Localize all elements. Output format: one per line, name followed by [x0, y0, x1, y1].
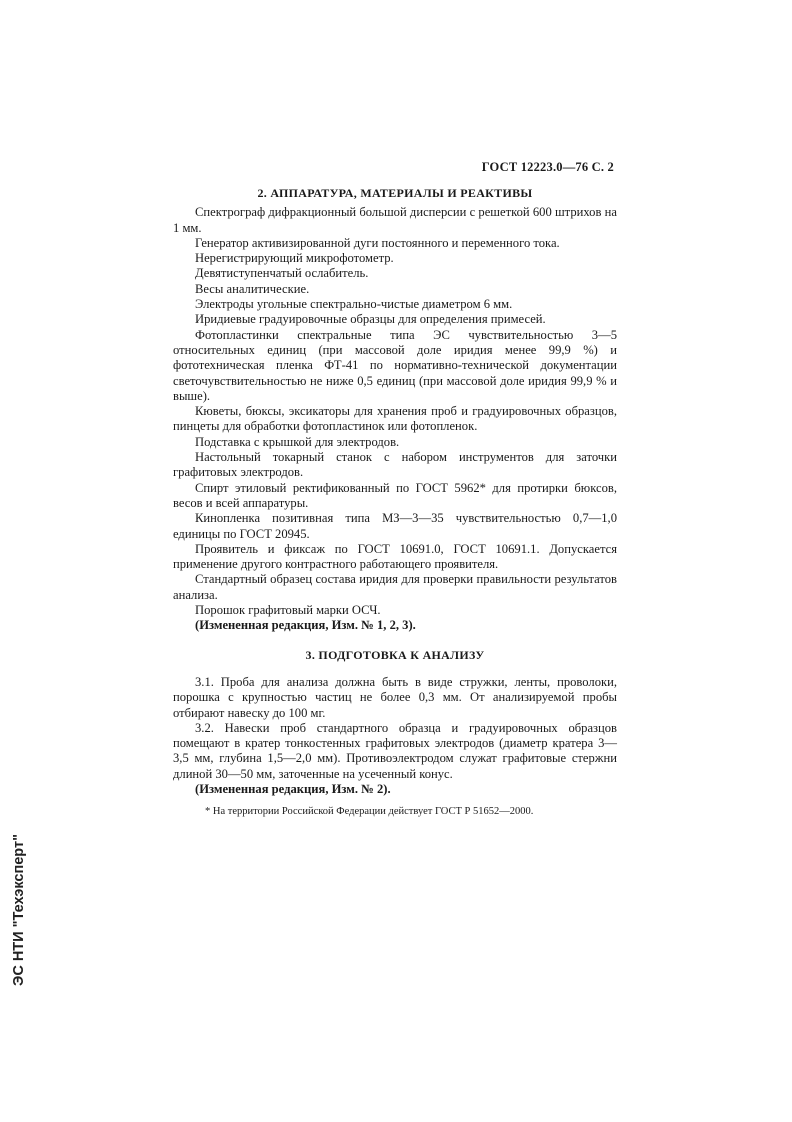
section-2-paragraph: Девятиступенчатый ослабитель. [195, 266, 369, 281]
section-2-paragraph: Стандартный образец состава иридия для проверки правильности результатов анализа. [173, 572, 617, 602]
section-3-title: 3. ПОДГОТОВКА К АНАЛИЗУ [305, 647, 485, 662]
section-2-paragraph: Генератор активизированной дуги постоянного и переменного тока. [195, 235, 560, 250]
section-3-paragraph: 3.1. Проба для анализа должна быть в виде стружки, ленты, проволоки, порошка с крупностью частиц не более 0,3 мм. От анализируемой пробы отбирают навеску до 100 мг. [173, 674, 617, 720]
section-3-paragraph: 3.2. Навески проб стандартного образца и градуировочных образцов помещают в кратер тонкостенных графитовых электродов (диаметр кратера 3—3,5 мм, глубина 1,5—2,0 мм). Противоэлектродом служат графитовые стержни длиной 30—50 мм, заточенные на усеченный конус. [173, 720, 617, 781]
section-2-title: 2. АППАРАТУРА, МАТЕРИАЛЫ И РЕАКТИВЫ [257, 186, 533, 200]
section-2-paragraph: Нерегистрирующий микрофотометр. [195, 251, 394, 266]
section-2-paragraph: Подставка с крышкой для электродов. [195, 434, 400, 449]
section-2-paragraph: Порошок графитовый марки ОСЧ. [195, 603, 381, 618]
footnote: * На территории Российской Федерации действует ГОСТ Р 51652—2000. [205, 806, 534, 818]
section-2-paragraph: Спирт этиловый ректификованный по ГОСТ 5962* для протирки бюксов, весов и всей аппаратуры. [173, 480, 617, 510]
section-3-edit-note: (Измененная редакция, Изм. № 2). [195, 781, 391, 796]
section-2-paragraph: Проявитель и фиксаж по ГОСТ 10691.0, ГОСТ 10691.1. Допускается применение другого контрастного работающего проявителя. [173, 541, 617, 572]
section-2-paragraph: Электроды угольные спектрально-чистые диаметром 6 мм. [195, 297, 513, 312]
section-2-paragraph: Фотопластинки спектральные типа ЭС чувствительностью 3—5 относительных единиц (при массовой доле иридия менее 99,9 %) и фототехническая пленка ФТ-41 по нормативно-технической документации светочувствительностью не ниже 0,5 единиц (при массовой доле иридия 99,9 % и выше). [173, 327, 617, 403]
section-2-paragraph: Кюветы, бюксы, эксикаторы для хранения проб и градуировочных образцов, пинцеты для обработки фотопластинок или фотопленок. [173, 404, 617, 434]
watermark-stamp: ЭС НТИ "Техэксперт" [11, 834, 27, 986]
section-2-paragraph: Весы аналитические. [195, 281, 310, 296]
section-2-paragraph: Настольный токарный станок с набором инструментов для заточки графитовых электродов. [173, 450, 617, 480]
section-2-paragraph: Кинопленка позитивная типа МЗ—3—35 чувствительностью 0,7—1,0 единицы по ГОСТ 20945. [173, 511, 617, 541]
section-2-paragraph: Иридиевые градуировочные образцы для определения примесей. [195, 312, 546, 327]
document-reference-header: ГОСТ 12223.0—76 С. 2 [481, 160, 614, 174]
section-2-paragraph: Спектрограф дифракционный большой дисперсии с решеткой 600 штрихов на 1 мм. [173, 205, 617, 235]
document-body [173, 186, 617, 818]
section-2-edit-note: (Измененная редакция, Изм. № 1, 2, 3). [195, 618, 416, 633]
